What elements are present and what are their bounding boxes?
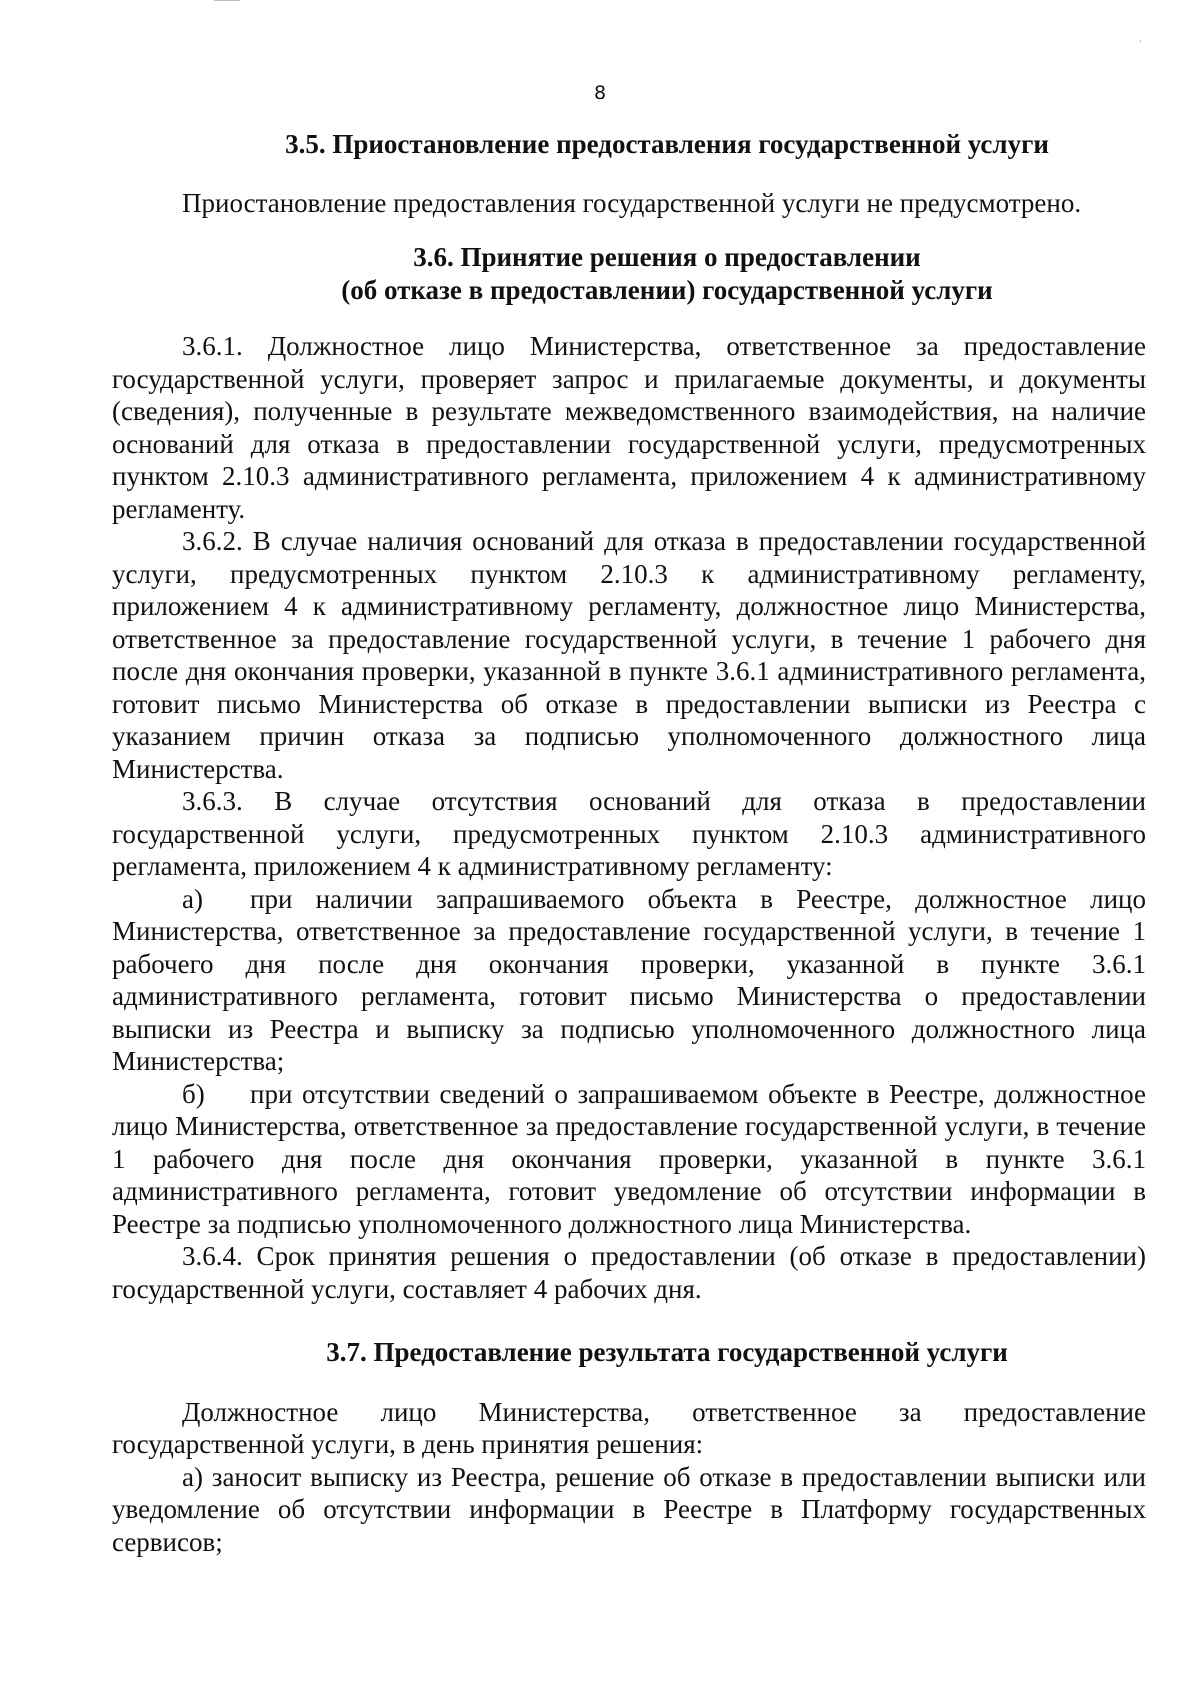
- section-3-7-intro: Должностное лицо Министерства, ответственное за предоставление государственной услуги, в день принятия решения:: [112, 1396, 1146, 1459]
- scan-artifact: [1140, 40, 1141, 42]
- section-heading-3-6-line2: (об отказе в предоставлении) государственной услуги: [341, 274, 993, 305]
- list-item-a-text: при наличии запрашиваемого объекта в Реестре, должностное лицо Министерства, ответственное за предоставление государственной услуги, в течение 1 рабочего дня после дня окончания проверки, указанной в пункте 3.6.1 административного регламента, готовит письмо Министерства о предоставлении выписки из Реестра и выписку за подписью уполномоченного должностного лица Министерства;: [112, 883, 1146, 1076]
- section-heading-3-7: 3.7. Предоставление результата государственной услуги: [326, 1337, 1008, 1367]
- section-heading-3-5: 3.5. Приостановление предоставления государственной услуги: [285, 129, 1049, 159]
- section-3-7-item-a: а) заносит выписку из Реестра, решение об отказе в предоставлении выписки или уведомление об отсутствии информации в Реестре в Платформу государственных сервисов;: [112, 1461, 1146, 1557]
- page-number: 8: [593, 82, 607, 104]
- paragraph-3-6-4: 3.6.4. Срок принятия решения о предоставлении (об отказе в предоставлении) государственной услуги, составляет 4 рабочих дня.: [112, 1241, 1146, 1304]
- paragraph-3-6-1: 3.6.1. Должностное лицо Министерства, ответственное за предоставление государственной услуги, проверяет запрос и прилагаемые документы, и документы (сведения), полученные в результате межведомственного взаимодействия, на наличие оснований для отказа в предоставлении государственной услуги, предусмотренных пунктом 2.10.3 административного регламента, приложением 4 к административному регламенту.: [112, 331, 1146, 524]
- list-item-b-text: при отсутствии сведений о запрашиваемом объекте в Реестре, должностное лицо Министерства, ответственное за предоставление государственной услуги, в течение 1 рабочего дня после дня окончания проверки, указанной в пункте 3.6.1 административного регламента, готовит уведомление об отсутствии информации в Реестре за подписью уполномоченного должностного лица Министерства.: [112, 1078, 1146, 1239]
- paragraph-3-6-3: 3.6.3. В случае отсутствия оснований для отказа в предоставлении государственной услуги, предусмотренных пунктом 2.10.3 административного регламента, приложением 4 к административному регламенту:: [112, 786, 1146, 881]
- section-3-5-text: Приостановление предоставления государственной услуги не предусмотрено.: [182, 187, 1082, 218]
- list-marker-b: б): [182, 1078, 205, 1109]
- paragraph-3-6-2: 3.6.2. В случае наличия оснований для отказа в предоставлении государственной услуги, предусмотренных пунктом 2.10.3 к административному регламенту, приложением 4 к административному регламенту, должностное лицо Министерства, ответственное за предоставление государственной услуги, в течение 1 рабочего дня после дня окончания проверки, указанной в пункте 3.6.1 административного регламента, готовит письмо Министерства об отказе в предоставлении выписки из Реестра с указанием причин отказа за подписью уполномоченного должностного лица Министерства.: [112, 526, 1146, 784]
- list-marker-a: а): [182, 883, 203, 914]
- list-item-a: [112, 883, 1146, 1078]
- list-item-b: [112, 1078, 1146, 1241]
- section-heading-3-6-line1: 3.6. Принятие решения о предоставлении: [413, 242, 921, 272]
- section-heading-3-6: [112, 241, 1146, 306]
- document-body: [112, 128, 1146, 1558]
- scan-artifact: [214, 0, 240, 1]
